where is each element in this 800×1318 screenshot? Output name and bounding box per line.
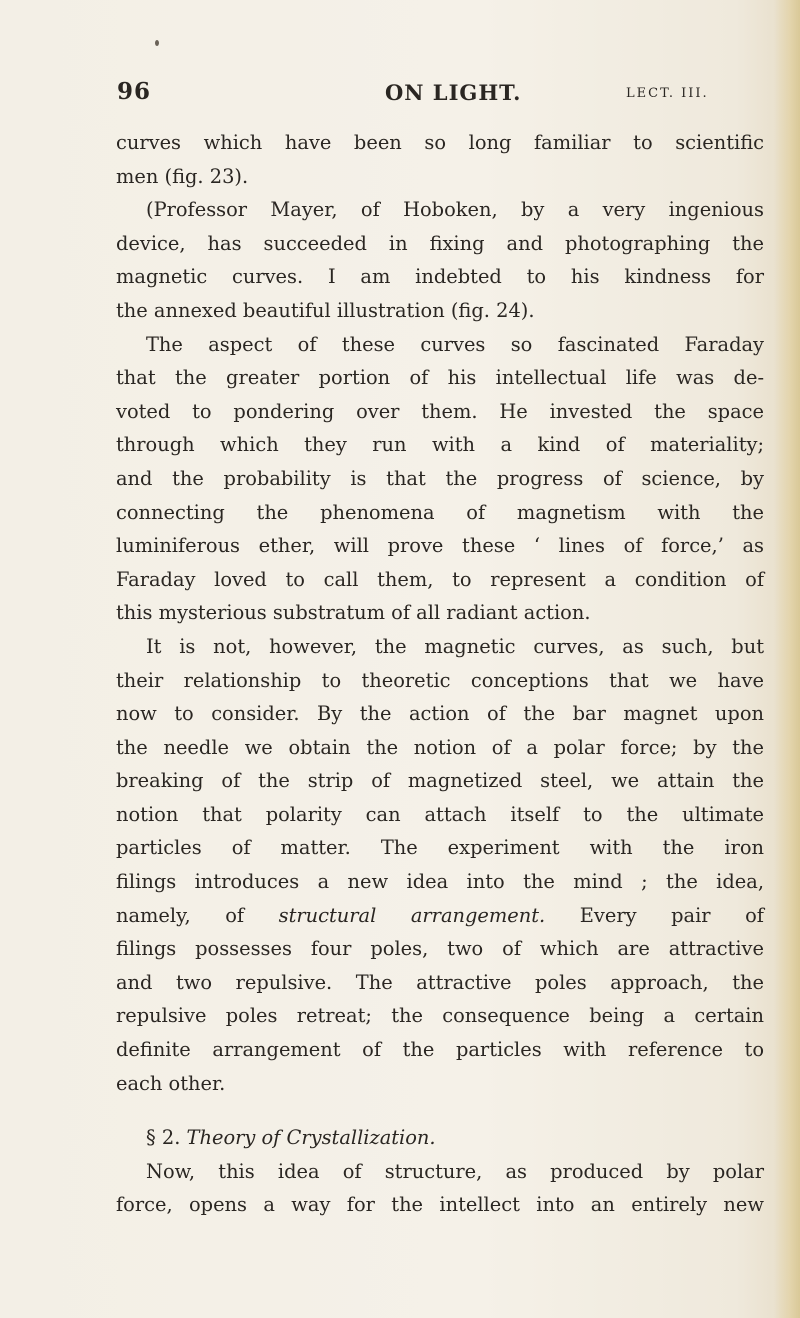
section-heading — [116, 1121, 764, 1155]
text-line: and the probability is that the progress of science, by — [116, 466, 764, 490]
text-line: now to consider. By the action of the bar magnet upon — [116, 702, 764, 726]
text-span: Every pair of — [545, 903, 764, 927]
text-line: men (fig. 23). — [116, 164, 249, 188]
text-line: definite arrangement of the particles with reference to — [116, 1038, 764, 1062]
text-line-with-emphasis — [116, 899, 764, 933]
text-line: Faraday loved to call them, to represent a condition of — [116, 567, 764, 591]
text-line: breaking of the strip of magnetized steel, we attain the — [116, 769, 764, 793]
text-line: that the greater portion of his intellectual life was de- — [116, 366, 764, 390]
text-line: magnetic curves. I am indebted to his kindness for — [116, 265, 764, 289]
text-line: luminiferous ether, will prove these ‘ lines of force,’ as — [116, 534, 764, 558]
text-line: force, opens a way for the intellect into an entirely new — [116, 1193, 764, 1217]
section-spacing — [116, 1100, 764, 1121]
text-line: filings introduces a new idea into the mind ; the idea, — [116, 870, 764, 894]
section-title: Theory of Crystallization. — [186, 1126, 436, 1150]
text-line: filings possesses four poles, two of which are attractive — [116, 937, 764, 961]
text-line: repulsive poles retreat; the consequence being a certain — [116, 1004, 764, 1028]
ink-speck — [155, 40, 159, 46]
text-span: namely, of — [116, 903, 279, 927]
text-line: notion that polarity can attach itself to the ultimate — [116, 802, 764, 826]
page-number: 96 — [117, 78, 152, 105]
text-line: and two repulsive. The attractive poles approach, the — [116, 970, 764, 994]
text-line: Now, this idea of structure, as produced by polar — [146, 1159, 764, 1183]
page-header — [0, 78, 800, 108]
lecture-reference: LECT. III. — [626, 86, 709, 101]
text-line: through which they run with a kind of materiality; — [116, 433, 764, 457]
running-title: ON LIGHT. — [385, 80, 522, 105]
text-line: curves which have been so long familiar to scientific — [116, 131, 764, 154]
text-line: The aspect of these curves so fascinated Faraday — [146, 332, 764, 356]
text-line: each other. — [116, 1071, 226, 1095]
italic-emphasis: structural arrangement. — [278, 903, 546, 927]
text-line: (Professor Mayer, of Hoboken, by a very ingenious — [146, 198, 764, 222]
text-line: voted to pondering over them. He invested the space — [116, 399, 764, 423]
text-line: connecting the phenomena of magnetism with the — [116, 500, 764, 524]
section-number: § 2. — [146, 1126, 181, 1150]
page-edge-shadow — [774, 0, 800, 1318]
text-line: the needle we obtain the notion of a polar force; by the — [116, 735, 764, 759]
text-line: their relationship to theoretic conceptions that we have — [116, 668, 764, 692]
body-text — [116, 126, 764, 1222]
text-line: this mysterious substratum of all radiant action. — [116, 601, 591, 625]
text-line: device, has succeeded in fixing and photographing the — [116, 231, 764, 255]
text-line: particles of matter. The experiment with the iron — [116, 836, 764, 860]
text-line: the annexed beautiful illustration (fig. 24). — [116, 298, 535, 322]
text-line: It is not, however, the magnetic curves, as such, but — [146, 634, 764, 658]
